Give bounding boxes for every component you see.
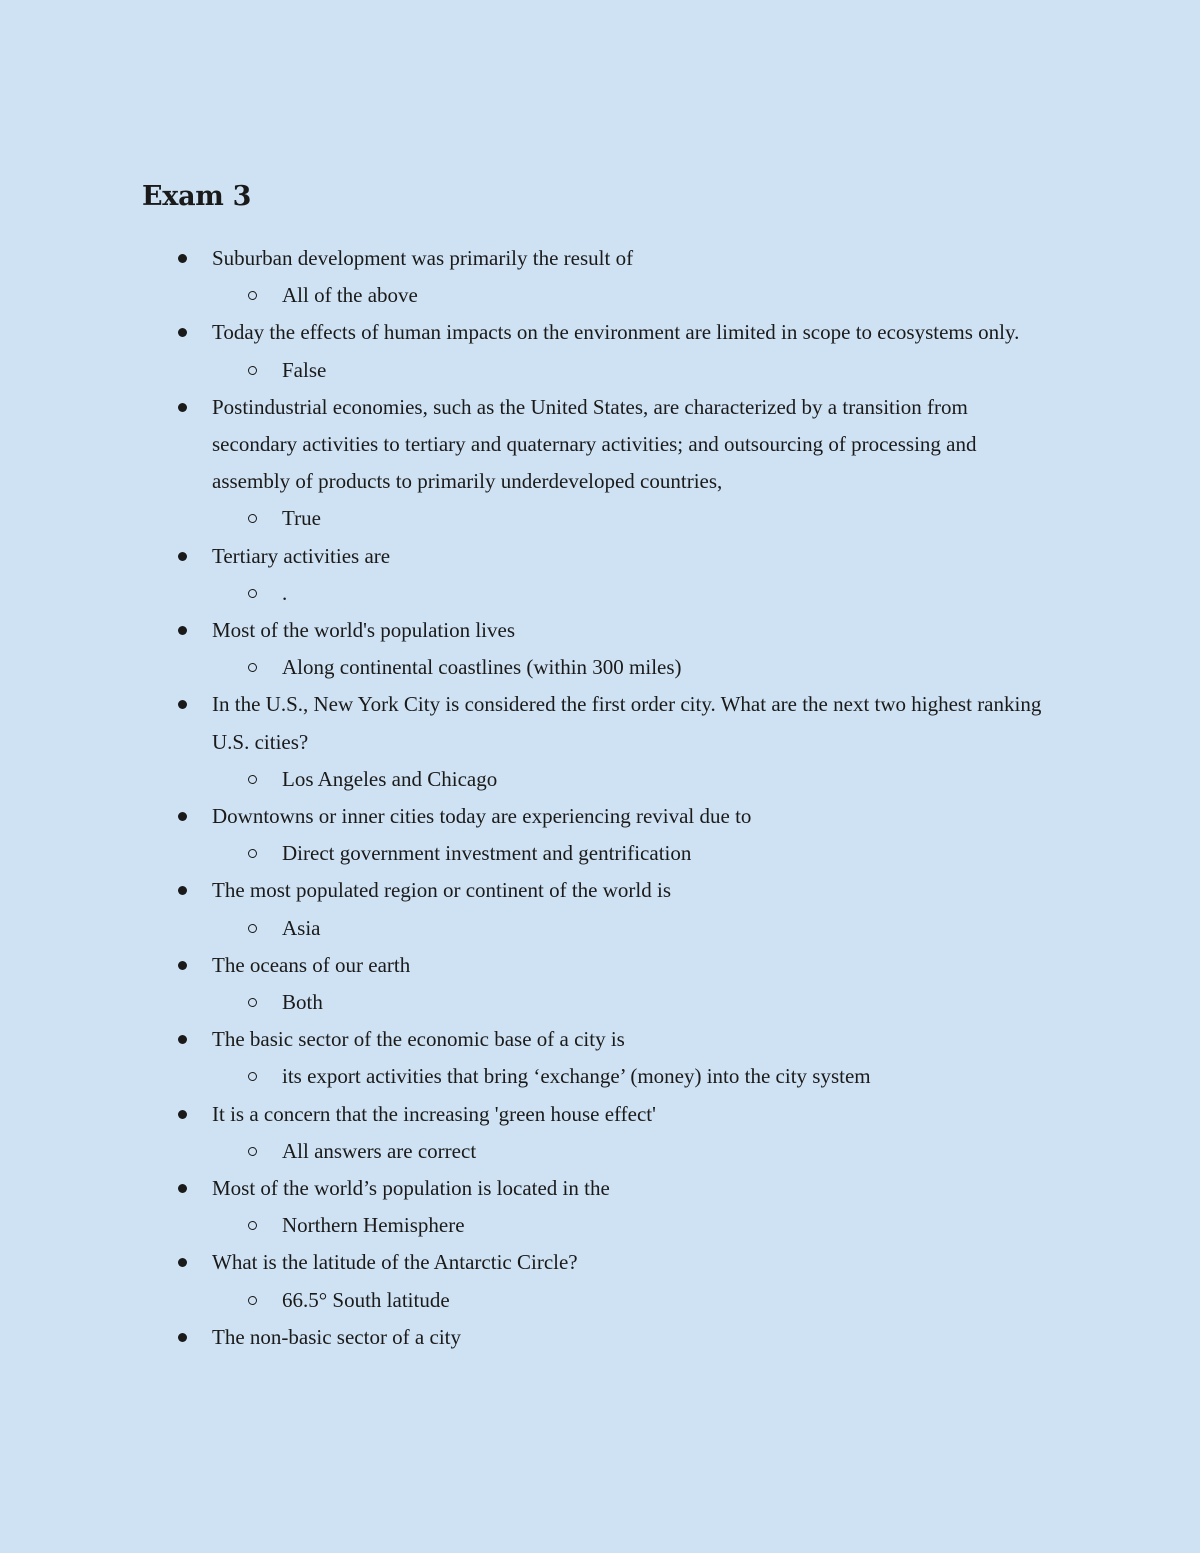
answer-text: All answers are correct bbox=[282, 1138, 477, 1163]
hollow-bullet-icon bbox=[248, 589, 257, 598]
answer-text: False bbox=[282, 357, 327, 382]
bullet-icon bbox=[178, 1258, 187, 1267]
answer-item bbox=[212, 984, 1042, 1021]
hollow-bullet-icon bbox=[248, 663, 257, 672]
answer-text: 66.5° South latitude bbox=[282, 1287, 450, 1312]
question-text: The basic sector of the economic base of a city is bbox=[212, 1027, 625, 1052]
question-item bbox=[142, 947, 1042, 1021]
answer-item bbox=[212, 1133, 1042, 1170]
answer-item bbox=[212, 910, 1042, 947]
bullet-icon bbox=[178, 1110, 187, 1119]
answer-list bbox=[212, 761, 1042, 798]
question-text: Today the effects of human impacts on the environment are limited in scope to ecosystems only. bbox=[212, 320, 1020, 345]
question-text: Most of the world’s population is located in the bbox=[212, 1176, 610, 1201]
answer-list bbox=[212, 910, 1042, 947]
bullet-icon bbox=[178, 552, 187, 561]
hollow-bullet-icon bbox=[248, 1147, 257, 1156]
bullet-icon bbox=[178, 626, 187, 635]
bullet-icon bbox=[178, 961, 187, 970]
answer-item bbox=[212, 352, 1042, 389]
document-page bbox=[142, 178, 1042, 1356]
answer-text: Direct government investment and gentrification bbox=[282, 841, 692, 866]
answer-item bbox=[212, 649, 1042, 686]
bullet-icon bbox=[178, 700, 187, 709]
bullet-icon bbox=[178, 812, 187, 821]
answer-list bbox=[212, 1207, 1042, 1244]
answer-item bbox=[212, 277, 1042, 314]
hollow-bullet-icon bbox=[248, 849, 257, 858]
question-text: The most populated region or continent of the world is bbox=[212, 878, 671, 903]
answer-item bbox=[212, 575, 1042, 612]
hollow-bullet-icon bbox=[248, 924, 257, 933]
answer-text: True bbox=[282, 506, 321, 531]
question-item bbox=[142, 1170, 1042, 1244]
hollow-bullet-icon bbox=[248, 775, 257, 784]
question-text: What is the latitude of the Antarctic Circle? bbox=[212, 1250, 578, 1275]
question-item bbox=[142, 240, 1042, 314]
question-item bbox=[142, 538, 1042, 612]
answer-list bbox=[212, 1133, 1042, 1170]
answer-text: Los Angeles and Chicago bbox=[282, 766, 498, 791]
question-list bbox=[142, 240, 1042, 1356]
hollow-bullet-icon bbox=[248, 1221, 257, 1230]
answer-list bbox=[212, 500, 1042, 537]
answer-text: Northern Hemisphere bbox=[282, 1213, 465, 1238]
answer-text: its export activities that bring ‘exchange’ (money) into the city system bbox=[282, 1064, 871, 1089]
question-text: In the U.S., New York City is considered the first order city. What are the next two highest ranking U.S. cities? bbox=[212, 692, 1042, 754]
answer-item bbox=[212, 1058, 1042, 1095]
question-item bbox=[142, 872, 1042, 946]
question-text: It is a concern that the increasing 'green house effect' bbox=[212, 1101, 656, 1126]
hollow-bullet-icon bbox=[248, 998, 257, 1007]
question-text: Most of the world's population lives bbox=[212, 618, 516, 643]
question-item bbox=[142, 1319, 1042, 1356]
hollow-bullet-icon bbox=[248, 291, 257, 300]
bullet-icon bbox=[178, 886, 187, 895]
question-text: The oceans of our earth bbox=[212, 952, 411, 977]
answer-text: Both bbox=[282, 990, 323, 1015]
question-item bbox=[142, 686, 1042, 798]
bullet-icon bbox=[178, 328, 187, 337]
bullet-icon bbox=[178, 254, 187, 263]
hollow-bullet-icon bbox=[248, 1296, 257, 1305]
question-text: Downtowns or inner cities today are experiencing revival due to bbox=[212, 804, 752, 829]
bullet-icon bbox=[178, 1035, 187, 1044]
question-item bbox=[142, 1096, 1042, 1170]
bullet-icon bbox=[178, 403, 187, 412]
question-item bbox=[142, 314, 1042, 388]
answer-item bbox=[212, 761, 1042, 798]
answer-item bbox=[212, 1207, 1042, 1244]
answer-list bbox=[212, 277, 1042, 314]
answer-item bbox=[212, 500, 1042, 537]
question-text: Suburban development was primarily the result of bbox=[212, 246, 634, 270]
answer-list bbox=[212, 1058, 1042, 1095]
hollow-bullet-icon bbox=[248, 366, 257, 375]
hollow-bullet-icon bbox=[248, 514, 257, 523]
answer-list bbox=[212, 352, 1042, 389]
answer-text: . bbox=[282, 580, 288, 605]
question-item bbox=[142, 389, 1042, 538]
question-item bbox=[142, 612, 1042, 686]
question-item bbox=[142, 1244, 1042, 1318]
answer-text: Along continental coastlines (within 300 miles) bbox=[282, 655, 682, 680]
question-text: Tertiary activities are bbox=[212, 543, 391, 568]
question-item bbox=[142, 798, 1042, 872]
bullet-icon bbox=[178, 1333, 187, 1342]
answer-list bbox=[212, 835, 1042, 872]
question-text: Postindustrial economies, such as the United States, are characterized by a transition from secondary activities to tertiary and quaternary activities; and outsourcing of processing and assembly of products to primarily underdeveloped countries, bbox=[212, 394, 977, 494]
question-text: The non-basic sector of a city bbox=[212, 1324, 461, 1349]
answer-list bbox=[212, 984, 1042, 1021]
bullet-icon bbox=[178, 1184, 187, 1193]
answer-item bbox=[212, 835, 1042, 872]
answer-text: All of the above bbox=[282, 283, 418, 308]
document-title: Exam 3 bbox=[142, 181, 252, 212]
answer-list bbox=[212, 1282, 1042, 1319]
answer-list bbox=[212, 649, 1042, 686]
hollow-bullet-icon bbox=[248, 1072, 257, 1081]
answer-item bbox=[212, 1282, 1042, 1319]
answer-text: Asia bbox=[282, 915, 321, 940]
question-item bbox=[142, 1021, 1042, 1095]
answer-list bbox=[212, 575, 1042, 612]
